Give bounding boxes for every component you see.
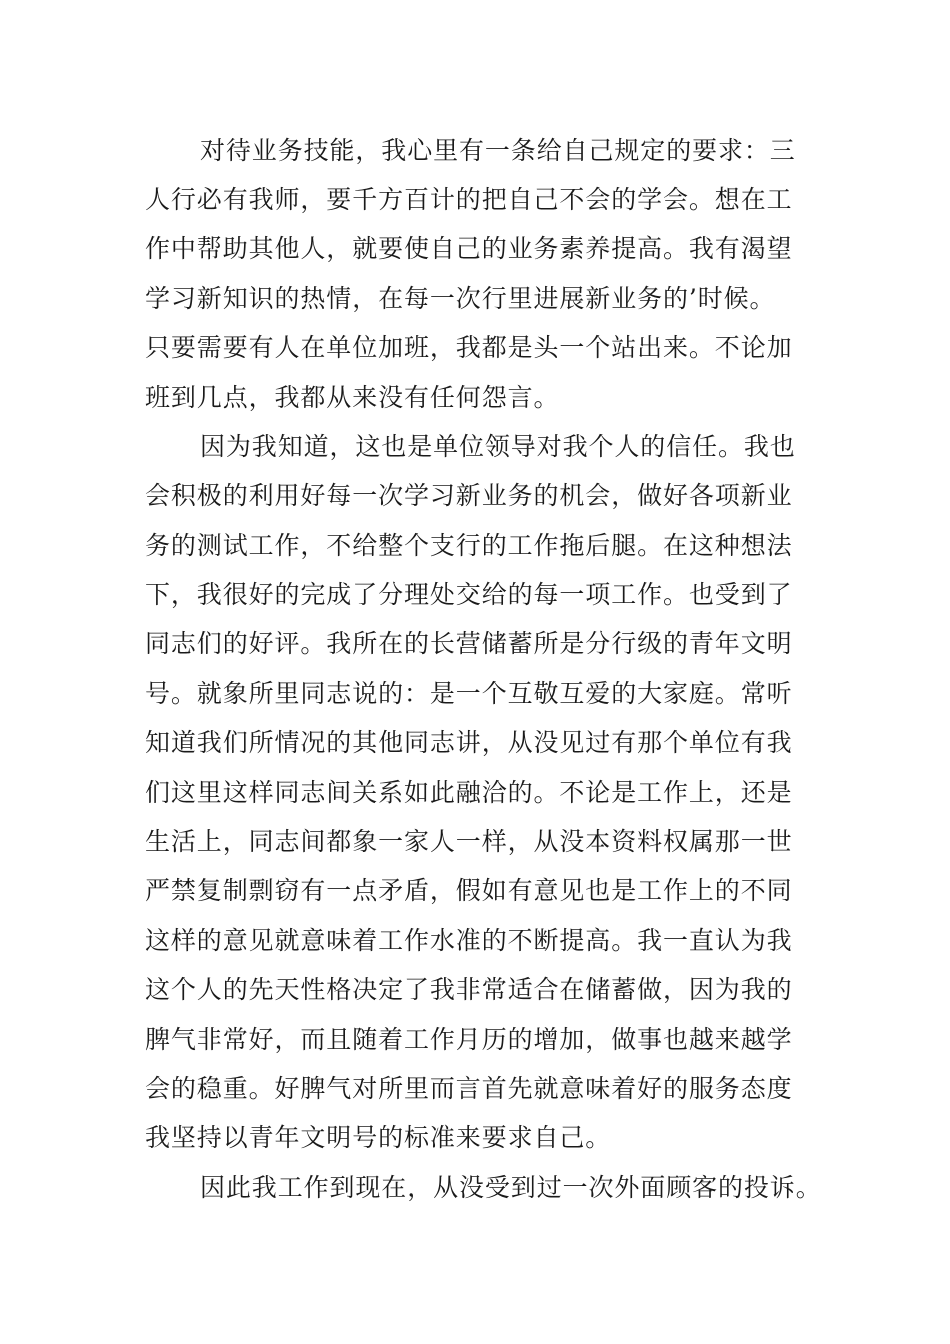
text-line: 人行必有我师，要千方百计的把自己不会的学会。想在工 xyxy=(145,185,793,214)
text-line: 对待业务技能，我心里有一条给自己规定的要求：三 xyxy=(200,136,796,165)
text-line: 脾气非常好，而且随着工作月历的增加，做事也越来越学 xyxy=(145,1025,793,1054)
text-line: 知道我们所情况的其他同志讲，从没见过有那个单位有我 xyxy=(145,728,793,757)
text-line: 生活上，同志间都象一家人一样，从没本资料权属那一世 xyxy=(145,827,793,856)
text-line: 这个人的先天性格决定了我非常适合在储蓄做，因为我的 xyxy=(145,975,793,1004)
text-line: 同志们的好评。我所在的长营储蓄所是分行级的青年文明 xyxy=(145,629,793,658)
text-line: 班到几点，我都从来没有任何怨言。 xyxy=(145,383,560,412)
text-line: 务的测试工作，不给整个支行的工作拖后腿。在这种想法 xyxy=(145,531,793,560)
text-line: 我坚持以青年文明号的标准来要求自己。 xyxy=(145,1123,612,1152)
text-line: 会的稳重。好脾气对所里而言首先就意味着好的服务态度 xyxy=(145,1074,793,1103)
text-line: 们这里这样同志间关系如此融洽的。不论是工作上，还是 xyxy=(145,778,793,807)
text-line: 下，我很好的完成了分理处交给的每一项工作。也受到了 xyxy=(145,580,793,609)
text-line: 因此我工作到现在，从没受到过一次外面顾客的投诉。 xyxy=(200,1173,822,1202)
text-line: 这样的意见就意味着工作水准的不断提高。我一直认为我 xyxy=(145,926,793,955)
text-line: 因为我知道，这也是单位领导对我个人的信任。我也 xyxy=(200,432,796,461)
text-line: 严禁复制剽窃有一点矛盾，假如有意见也是工作上的不同 xyxy=(145,876,793,905)
text-line: 号。就象所里同志说的：是一个互敬互爱的大家庭。常听 xyxy=(145,679,793,708)
text-line: 会积极的利用好每一次学习新业务的机会，做好各项新业 xyxy=(145,481,793,510)
text-line: 作中帮助其他人，就要使自己的业务素养提高。我有渴望 xyxy=(145,234,793,263)
text-line: 只要需要有人在单位加班，我都是头一个站出来。不论加 xyxy=(145,333,793,362)
text-line: 学习新知识的热情，在每一次行里进展新业务的’时候。 xyxy=(145,284,776,313)
